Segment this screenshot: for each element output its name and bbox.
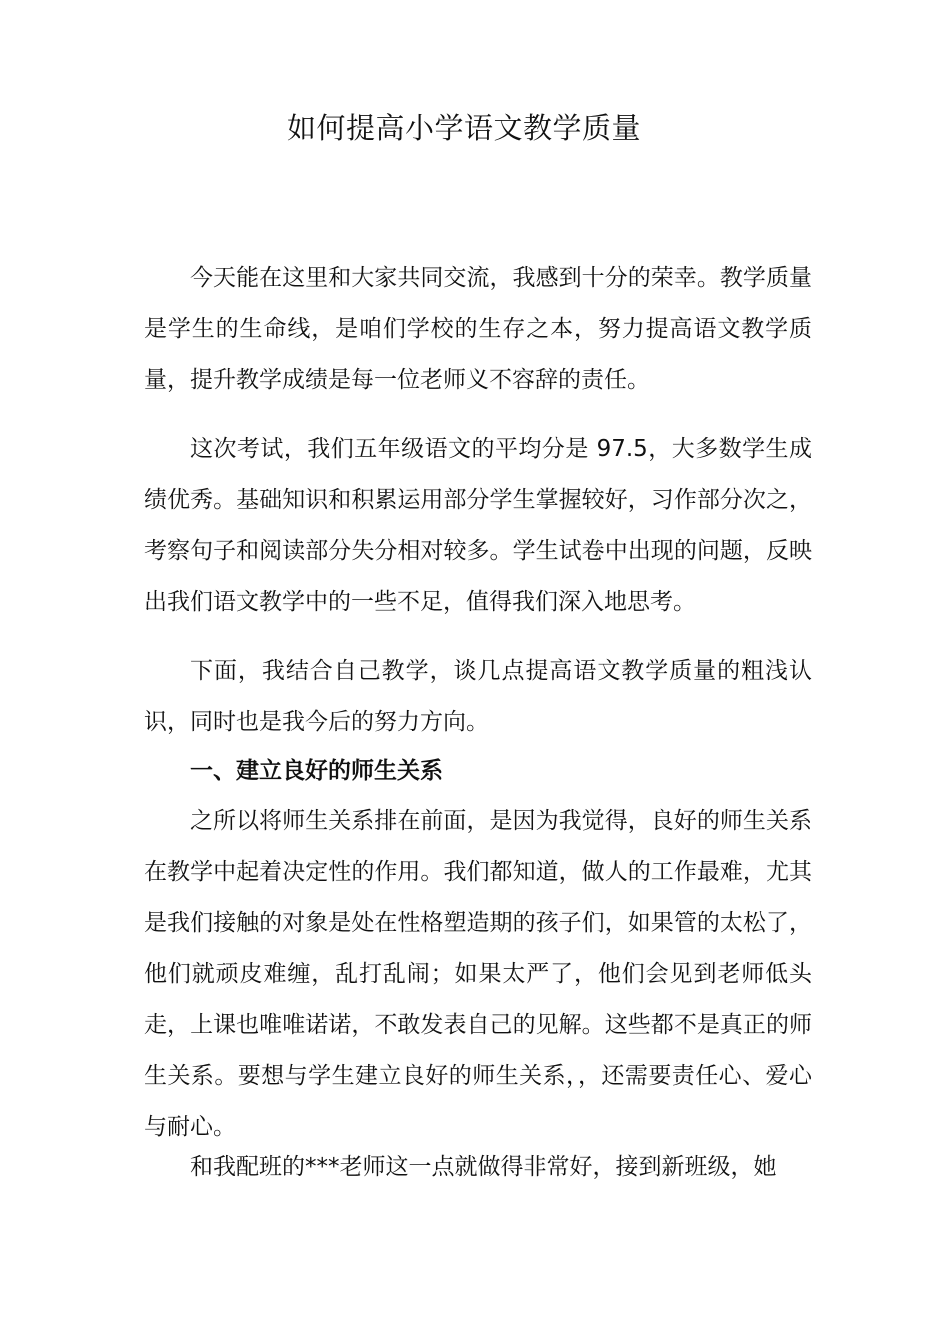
document-title: 如何提高小学语文教学质量 <box>286 111 641 145</box>
exam-results-paragraph: 这次考试，我们五年级语文的平均分是 97.5，大多数学生成绩优秀。基础知识和积累运用部分学生掌握较好，习作部分次之，考察句子和阅读部分失分相对较多。学生试卷中出现的问题，反映出我们语文教学中的一些不足，值得我们深入地思考。 <box>144 436 812 615</box>
intro-paragraph: 今天能在这里和大家共同交流，我感到十分的荣幸。教学质量是学生的生命线，是咱们学校的生存之本，努力提高语文教学质量，提升教学成绩是每一位老师义不容辞的责任。 <box>144 265 812 393</box>
section-paragraph: 之所以将师生关系排在前面，是因为我觉得，良好的师生关系在教学中起着决定性的作用。我们都知道，做人的工作最难，尤其是我们接触的对象是处在性格塑造期的孩子们，如果管的太松了，他们就顽皮难缠，乱打乱闹；如果太严了，他们会见到老师低头走，上课也唯唯诺诺，不敢发表自己的见解。这些都不是真正的师生关系。要想与学生建立良好的师生关系，，还需要责任心、爱心与耐心。 <box>144 808 812 1140</box>
outline-paragraph: 下面，我结合自己教学，谈几点提高语文教学质量的粗浅认识，同时也是我今后的努力方向。 <box>144 658 812 735</box>
section-paragraph-continued: 和我配班的***老师这一点就做得非常好，接到新班级，她 <box>190 1154 777 1180</box>
section-heading: 一、建立良好的师生关系 <box>190 758 443 784</box>
